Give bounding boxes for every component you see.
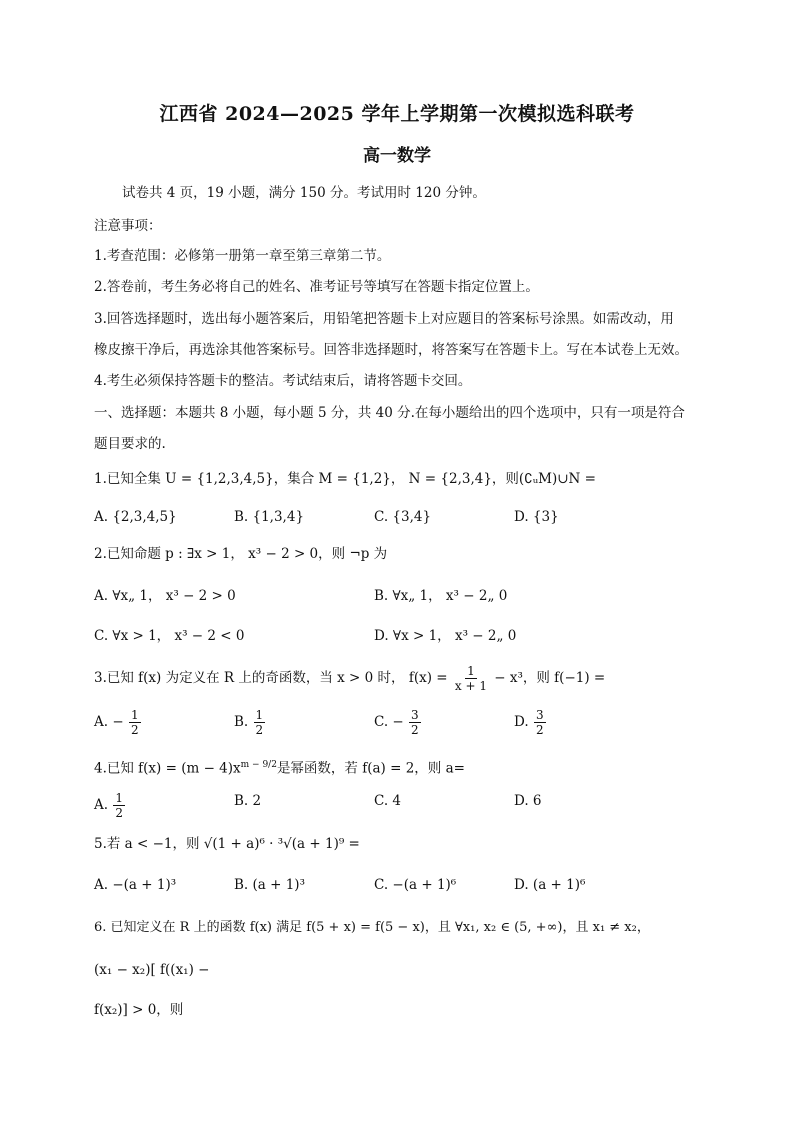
question-2-stem: 2.已知命题 p : ∃x > 1， x³ − 2 > 0，则 ¬p 为 bbox=[94, 546, 388, 562]
question-4-stem-start: 4.已知 f(x) = (m − 4)x bbox=[94, 760, 241, 777]
option-c: C. −(a + 1)⁶ bbox=[374, 877, 457, 893]
option-b: B. 2 bbox=[234, 793, 262, 809]
notice-heading: 注意事项： bbox=[94, 218, 162, 234]
fraction-denominator: 2 bbox=[411, 723, 419, 737]
question-3-options bbox=[94, 708, 700, 737]
option-c: C. {3,4} bbox=[374, 509, 432, 525]
option-a: A. ∀x„ 1， x³ − 2 > 0 bbox=[94, 588, 236, 604]
notice-item: 2.答卷前，考生务必将自己的姓名、准考证号等填写在答题卡指定位置上。 bbox=[94, 279, 539, 295]
fraction-numerator: 1 bbox=[467, 664, 475, 678]
question-5-stem: 5.若 a < −1，则 √(1 + a)⁶ · ³√(a + 1)⁹ = bbox=[94, 836, 360, 852]
question-6-line3: f(x₂)] > 0，则 bbox=[94, 1002, 184, 1018]
option-d: D. {3} bbox=[514, 509, 559, 525]
fraction-numerator: 1 bbox=[115, 791, 123, 805]
page-title: 江西省 2024—2025 学年上学期第一次模拟选科联考 bbox=[159, 103, 635, 125]
option-a: A. −(a + 1)³ bbox=[94, 877, 177, 893]
fraction bbox=[129, 708, 141, 737]
question-2-options-row1 bbox=[94, 586, 700, 606]
question-6-line1: 6. 已知定义在 R 上的函数 f(x) 满足 f(5 + x) = f(5 − x)，且 ∀x₁, x₂ ∈ (5, +∞)，且 x₁ ≠ x₂， bbox=[94, 920, 650, 935]
option-a bbox=[94, 791, 234, 820]
fraction-numerator: 3 bbox=[411, 708, 419, 722]
option-label: A. − bbox=[94, 714, 124, 730]
page-subtitle: 高一数学 bbox=[363, 146, 431, 166]
option-b: B. (a + 1)³ bbox=[234, 877, 305, 893]
question-6-line2: (x₁ − x₂)[ f((x₁) − bbox=[94, 962, 210, 978]
question-4-stem bbox=[94, 755, 700, 779]
fraction-numerator: 3 bbox=[535, 708, 544, 722]
question-1-stem: 1.已知全集 U = {1,2,3,4,5}，集合 M = {1,2}， N = {2,3,4}，则(∁ᵤM)∪N = bbox=[94, 471, 596, 487]
option-c: C. ∀x > 1， x³ − 2 < 0 bbox=[94, 628, 245, 644]
fraction bbox=[534, 708, 546, 737]
exponent: m − 9/2 bbox=[240, 760, 277, 770]
option-c bbox=[374, 708, 514, 737]
notice-item: 3.回答选择题时，选出每小题答案后，用铅笔把答题卡上对应题目的答案标号涂黑。如需改动，用 bbox=[94, 311, 674, 327]
fraction-denominator: x + 1 bbox=[454, 679, 487, 693]
option-d: D. ∀x > 1， x³ − 2„ 0 bbox=[374, 628, 517, 644]
fraction bbox=[453, 664, 489, 693]
question-3-stem-start: 3.已知 f(x) 为定义在 R 上的奇函数，当 x > 0 时， f(x) = bbox=[94, 670, 448, 686]
option-a: A. {2,3,4,5} bbox=[94, 509, 177, 525]
option-b bbox=[234, 708, 374, 737]
option-b: B. {1,3,4} bbox=[234, 509, 305, 525]
option-label: C. − bbox=[374, 714, 404, 730]
section-heading-line1: 一、选择题：本题共 8 小题，每小题 5 分，共 40 分.在每小题给出的四个选项中，只有一项是符合 bbox=[94, 405, 685, 421]
option-c: C. 4 bbox=[374, 793, 402, 809]
fraction-denominator: 2 bbox=[115, 806, 123, 820]
notice-item: 1.考查范围：必修第一册第一章至第三章第二节。 bbox=[94, 248, 391, 264]
notice-item: 4.考生必须保持答题卡的整洁。考试结束后，请将答题卡交回。 bbox=[94, 373, 472, 389]
option-d: D. 6 bbox=[514, 793, 542, 809]
fraction-denominator: 2 bbox=[255, 723, 264, 737]
intro-text: 试卷共 4 页，19 小题，满分 150 分。考试用时 120 分钟。 bbox=[122, 185, 486, 201]
option-label: D. bbox=[514, 714, 529, 730]
question-1-options bbox=[94, 507, 700, 527]
fraction bbox=[254, 708, 266, 737]
notice-item: 橡皮擦干净后，再选涂其他答案标号。回答非选择题时，将答案写在答题卡上。写在本试卷上无效。 bbox=[94, 342, 688, 358]
fraction bbox=[409, 708, 421, 737]
fraction-numerator: 1 bbox=[255, 708, 264, 722]
option-d bbox=[514, 708, 654, 737]
fraction-denominator: 2 bbox=[535, 723, 544, 737]
question-2-options-row2 bbox=[94, 626, 700, 646]
option-label: B. bbox=[234, 714, 249, 730]
section-heading-line2: 题目要求的. bbox=[94, 436, 166, 452]
fraction bbox=[113, 791, 125, 820]
fraction-denominator: 2 bbox=[130, 723, 139, 737]
option-label: A. bbox=[94, 797, 109, 813]
question-3-stem bbox=[94, 664, 700, 693]
question-5-options bbox=[94, 875, 700, 895]
question-4-stem-end: 是幂函数，若 f(a) = 2，则 a= bbox=[276, 760, 465, 777]
question-4-options bbox=[94, 791, 700, 820]
question-3-stem-end: − x³，则 f(−1) = bbox=[494, 670, 606, 686]
option-d: D. (a + 1)⁶ bbox=[514, 877, 586, 893]
option-a bbox=[94, 708, 234, 737]
fraction-numerator: 1 bbox=[130, 708, 139, 722]
option-b: B. ∀x„ 1， x³ − 2„ 0 bbox=[374, 588, 508, 604]
